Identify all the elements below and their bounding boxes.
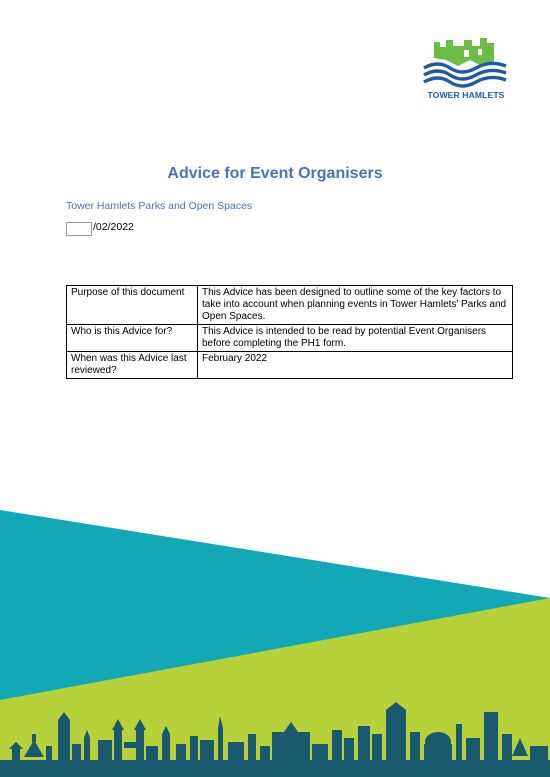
table-answer-cell: This Advice has been designed to outline some of the key factors to take into account when planning events in Tower Hamlets’ Parks and Open Spaces. (198, 286, 513, 325)
document-subtitle: Tower Hamlets Parks and Open Spaces (66, 200, 253, 212)
table-question-cell: When was this Advice last reviewed? (67, 352, 198, 379)
table-question-cell: Who is this Advice for? (67, 325, 198, 352)
document-title: Advice for Event Organisers (167, 165, 383, 182)
date-form-field[interactable] (66, 222, 92, 236)
castle-waves-icon (420, 38, 512, 88)
logo-wordmark: TOWER HAMLETS (427, 90, 505, 100)
tower-hamlets-logo (420, 38, 512, 104)
table-row (67, 352, 513, 379)
table-question-cell: Purpose of this document (67, 286, 198, 325)
table-answer-cell: This Advice is intended to be read by potential Event Organisers before completing the PH1 form. (198, 325, 513, 352)
document-info-table (66, 285, 513, 379)
table-row (67, 286, 513, 325)
date-text: /02/2022 (93, 221, 134, 233)
cover-graphic (0, 498, 550, 777)
table-answer-cell: February 2022 (198, 352, 513, 379)
table-row (67, 325, 513, 352)
